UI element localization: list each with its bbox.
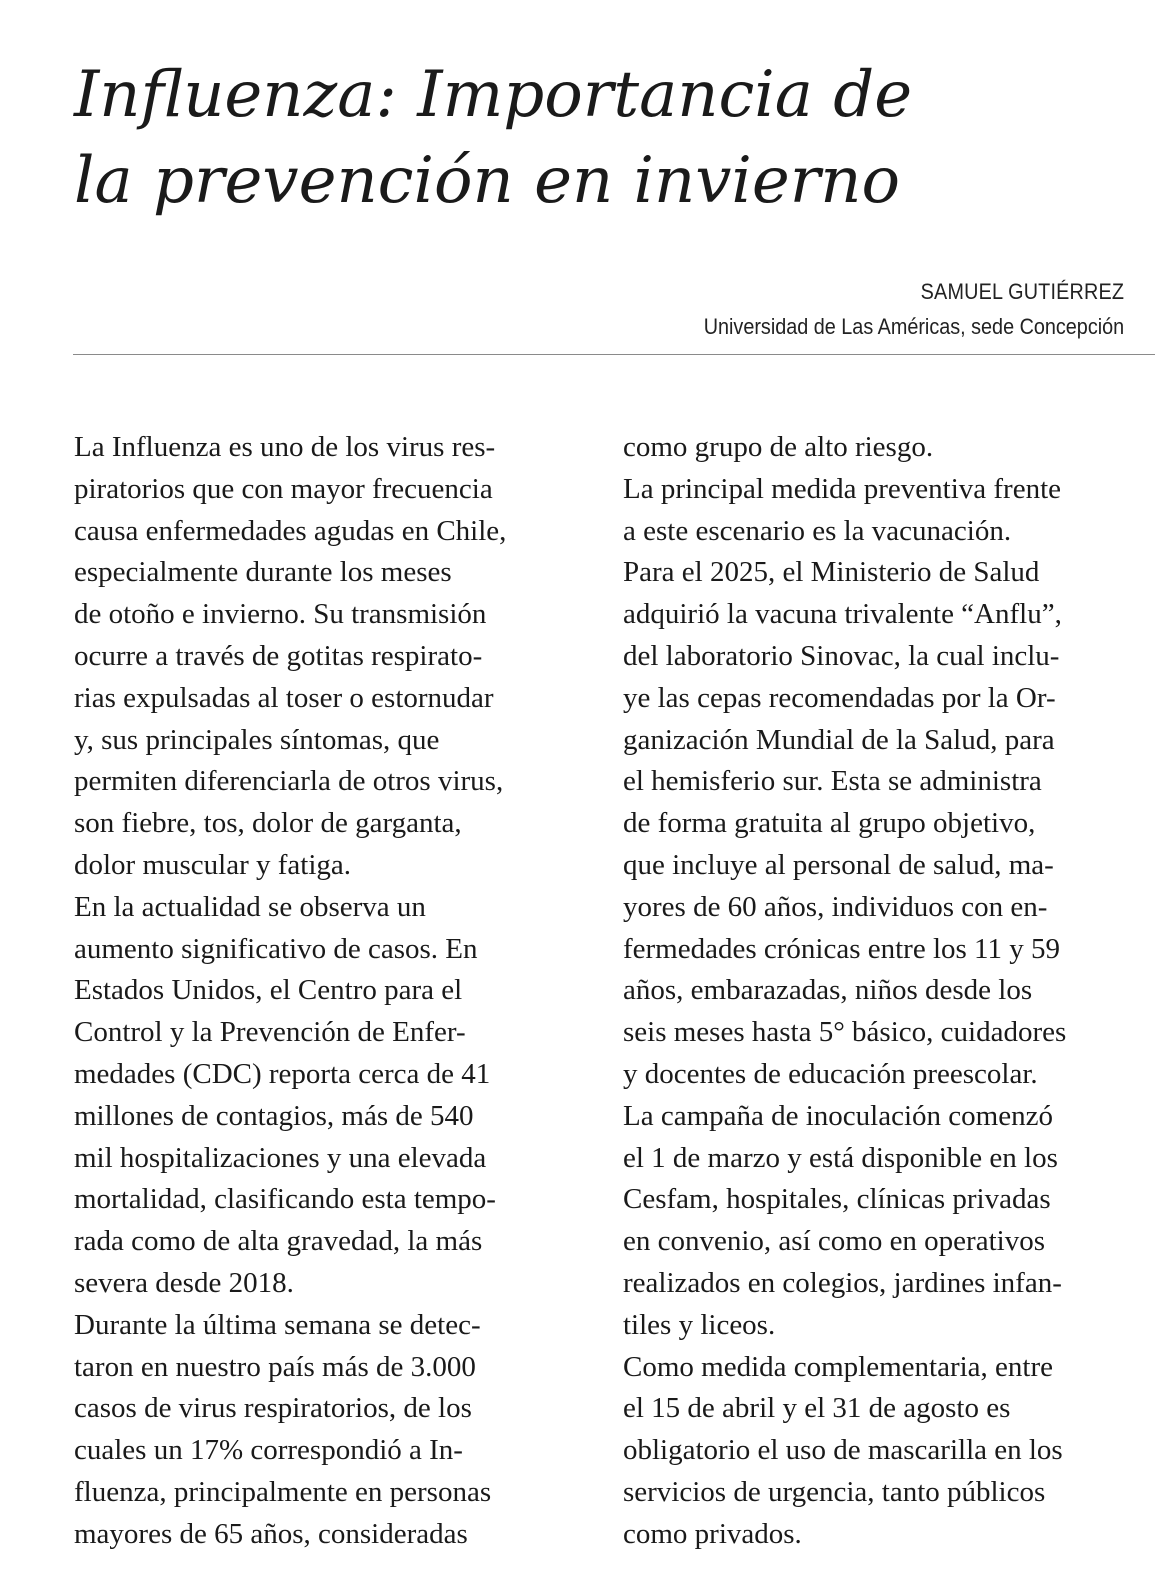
body-line: son fiebre, tos, dolor de garganta, [74, 807, 462, 840]
body-line: el hemisferio sur. Esta se administra [623, 765, 1042, 798]
body-line: La Influenza es uno de los virus res- [74, 431, 496, 463]
body-line: fluenza, principalmente en personas [74, 1475, 492, 1508]
body-line: taron en nuestro país más de 3.000 [74, 1350, 476, 1383]
author-affiliation: Universidad de Las Américas, sede Concepción [703, 314, 1124, 339]
body-line: Para el 2025, el Ministerio de Salud [623, 556, 1040, 589]
body-line: ocurre a través de gotitas respirato- [74, 639, 483, 672]
body-line: Cesfam, hospitales, clínicas privadas [623, 1183, 1051, 1216]
left-column [74, 427, 594, 1556]
body-line: permiten diferenciarla de otros virus, [74, 765, 504, 798]
body-line: de otoño e invierno. Su transmisión [74, 598, 487, 631]
article-title-line: la prevención en invierno [74, 144, 901, 218]
byline [657, 277, 1124, 347]
body-line: realizados en colegios, jardines infan- [623, 1266, 1062, 1299]
body-line: ganización Mundial de la Salud, para [623, 723, 1055, 756]
body-line: rias expulsadas al toser o estornudar [74, 681, 494, 714]
body-line: causa enfermedades agudas en Chile, [74, 514, 507, 547]
body-line: Como medida complementaria, entre [623, 1350, 1054, 1383]
body-line: el 15 de abril y el 31 de agosto es [623, 1392, 1011, 1425]
body-line: y, sus principales síntomas, que [74, 723, 440, 756]
body-line: Durante la última semana se detec- [74, 1308, 481, 1341]
body-line: en convenio, así como en operativos [623, 1225, 1045, 1258]
body-line: medades (CDC) reporta cerca de 41 [74, 1057, 491, 1090]
body-line: servicios de urgencia, tanto públicos [623, 1475, 1046, 1508]
body-line: años, embarazadas, niños desde los [623, 974, 1033, 1007]
author-name: SAMUEL GUTIÉRREZ [920, 279, 1124, 304]
body-line: Estados Unidos, el Centro para el [74, 974, 463, 1007]
body-line: obligatorio el uso de mascarilla en los [623, 1434, 1063, 1467]
body-line: severa desde 2018. [74, 1266, 294, 1299]
body-line: como grupo de alto riesgo. [623, 431, 934, 463]
body-line: mil hospitalizaciones y una elevada [74, 1141, 487, 1174]
body-line: mayores de 65 años, consideradas [74, 1517, 468, 1550]
body-line: En la actualidad se observa un [74, 890, 426, 923]
body-line: adquirió la vacuna trivalente “Anflu”, [623, 598, 1062, 631]
body-line: cuales un 17% correspondió a In- [74, 1434, 463, 1467]
body-line: yores de 60 años, individuos con en- [623, 890, 1048, 923]
article-title [74, 52, 1114, 224]
article-title-line: Influenza: Importancia de [74, 58, 913, 132]
body-line: fermedades crónicas entre los 11 y 59 [623, 932, 1060, 965]
body-line: de forma gratuita al grupo objetivo, [623, 807, 1036, 840]
body-line: rada como de alta gravedad, la más [74, 1225, 483, 1258]
body-line: casos de virus respiratorios, de los [74, 1392, 472, 1425]
body-line: tiles y liceos. [623, 1308, 776, 1341]
body-line: La principal medida preventiva frente [623, 472, 1062, 505]
body-line: a este escenario es la vacunación. [623, 514, 1012, 547]
body-line: millones de contagios, más de 540 [74, 1099, 474, 1132]
body-line: aumento significativo de casos. En [74, 932, 478, 965]
right-column [623, 427, 1153, 1556]
body-line: dolor muscular y fatiga. [74, 848, 352, 881]
body-line: La campaña de inoculación comenzó [623, 1099, 1053, 1132]
body-line: Control y la Prevención de Enfer- [74, 1016, 466, 1049]
body-line: especialmente durante los meses [74, 556, 452, 589]
header-divider [73, 354, 1155, 355]
body-line: y docentes de educación preescolar. [623, 1057, 1038, 1090]
body-line: ye las cepas recomendadas por la Or- [623, 681, 1056, 714]
body-line: mortalidad, clasificando esta tempo- [74, 1183, 496, 1216]
body-line: como privados. [623, 1517, 802, 1550]
body-line: seis meses hasta 5° básico, cuidadores [623, 1016, 1067, 1049]
body-line: el 1 de marzo y está disponible en los [623, 1141, 1058, 1174]
body-line: que incluye al personal de salud, ma- [623, 848, 1054, 881]
body-line: del laboratorio Sinovac, la cual inclu- [623, 639, 1060, 672]
body-line: piratorios que con mayor frecuencia [74, 472, 493, 505]
